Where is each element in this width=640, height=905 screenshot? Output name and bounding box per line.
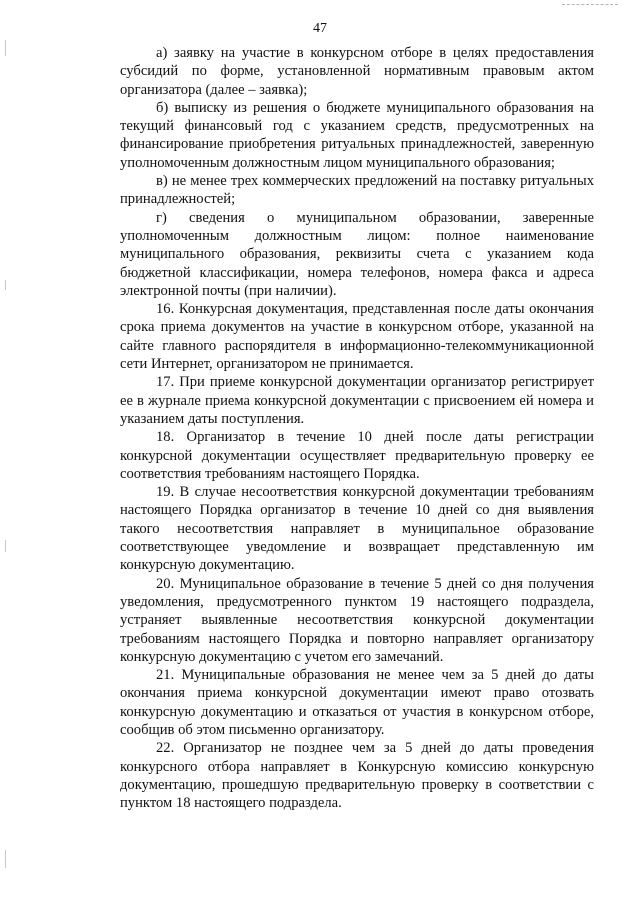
- paragraph-b: б) выписку из решения о бюджете муниципального образования на текущий финансовый год с указанием средств, предусмотренных на финансирование приобретения ритуальных принадлежностей, заверенную уполномоченным должностным лицом муниципального образования;: [120, 99, 594, 171]
- scan-edge-mark: [5, 850, 6, 868]
- paragraph-18: 18. Организатор в течение 10 дней после даты регистрации конкурсной документации осуществляет предварительную проверку ее соответствия требованиям настоящего Порядка.: [120, 429, 594, 482]
- document-body: [120, 44, 594, 812]
- scan-edge-mark: [5, 40, 6, 56]
- paragraph-a: а) заявку на участие в конкурсном отборе в целях предоставления субсидий по форме, установленной нормативным правовым актом организатора (далее – заявка);: [120, 45, 594, 98]
- paragraph-v: в) не менее трех коммерческих предложений на поставку ритуальных принадлежностей;: [120, 173, 594, 208]
- paragraph-19: 19. В случае несоответствия конкурсной документации требованиям настоящего Порядка организатор в течение 10 дней со дня выявления такого несоответствия направляет в муниципальное образование соответствующее уведомление и возвращает представленную им конкурсную документацию.: [120, 484, 594, 574]
- scan-mark: [562, 4, 618, 5]
- paragraph-16: 16. Конкурсная документация, представленная после даты окончания срока приема документов на участие в конкурсном отборе, указанной на сайте главного распорядителя в информационно-телекоммуникационной сети Интернет, организатором не принимается.: [120, 301, 594, 373]
- paragraph-22: 22. Организатор не позднее чем за 5 дней до даты проведения конкурсного отбора направляет в Конкурсную комиссию конкурсную документацию, прошедшую предварительную проверку в соответствии с пунктом 18 настоящего подраздела.: [120, 740, 594, 812]
- paragraph-g: г) сведения о муниципальном образовании, заверенные уполномоченным должностным лицом: полное наименование муниципального образования, реквизиты счета с указанием кода бюджетной классификации, номера телефонов, номера факса и адреса электронной почты (при наличии).: [120, 209, 594, 299]
- paragraph-21: 21. Муниципальные образования не менее чем за 5 дней до даты окончания приема конкурсной документации имеют право отозвать конкурсную документацию и отказаться от участия в конкурсном отборе, сообщив об этом письменно организатору.: [120, 667, 594, 738]
- scan-edge-mark: [5, 280, 6, 290]
- paragraph-20: 20. Муниципальное образование в течение 5 дней со дня получения уведомления, предусмотренного пунктом 19 настоящего подраздела, устраняет выявленные несоответствия конкурсной документации требованиям настоящего Порядка и повторно направляет организатору конкурсную документацию с учетом его замечаний.: [120, 575, 594, 665]
- scan-edge-mark: [5, 540, 6, 552]
- page-number: 47: [313, 21, 327, 36]
- paragraph-17: 17. При приеме конкурсной документации организатор регистрирует ее в журнале приема конкурсной документации с присвоением ей номера и указанием даты поступления.: [120, 374, 594, 427]
